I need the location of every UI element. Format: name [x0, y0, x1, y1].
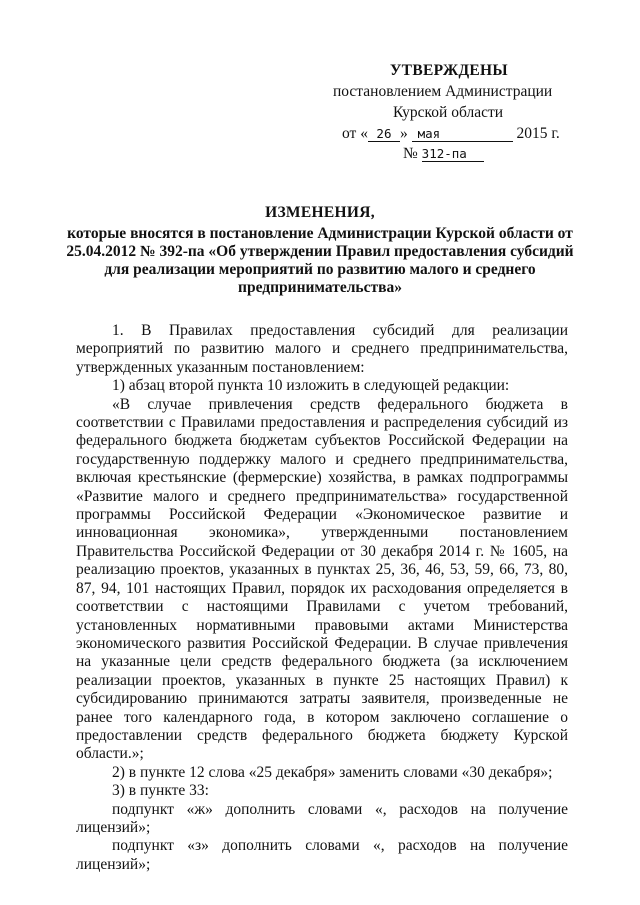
document-title: ИЗМЕНЕНИЯ,: [265, 204, 375, 221]
paragraph: 1) абзац второй пункта 10 изложить в следующей редакции:: [112, 377, 510, 395]
approval-number: [403, 143, 484, 164]
date-prefix: от «: [342, 125, 368, 142]
document-body: [76, 322, 568, 874]
paragraph: 1. В Правилах предоставления субсидий для реализации мероприятий по развитию малого и среднего предпринимательства, утвержденных указанным постановлением:: [76, 322, 568, 376]
approval-date: [342, 123, 560, 144]
document-subtitle: которые вносятся в постановление Администрации Курской области от 25.04.2012 № 392-па «Об утверждении Правил предоставления субсидий для реализации мероприятий по развитию малого и среднего предпринимательства»: [66, 225, 574, 296]
number-value: 312-па: [422, 146, 484, 162]
approval-title: УТВЕРЖДЕНЫ: [390, 62, 508, 79]
number-prefix: №: [403, 145, 418, 162]
date-mid: »: [399, 125, 408, 142]
paragraph: 2) в пункте 12 слова «25 декабря» заменить словами «30 декабря»;: [112, 763, 553, 781]
paragraph: «В случае привлечения средств федерального бюджета в соответствии с Правилами предоставления и распределения субсидий из федерального бюджета бюджетам субъектов Российской Федерации на государственную поддержку малого и среднего предпринимательства, включая крестьянские (фермерские) хозяйства, в рамках подпрограммы «Развитие малого и среднего предпринимательства» государственной программы Российской Федерации «Экономическое развитие и инновационная экономика», утвержденными постановлением Правительства Российской Федерации от 30 декабря 2014 г. № 1605, на реализацию проектов, указанных в пунктах 25, 36, 46, 53, 59, 66, 73, 80, 87, 94, 101 настоящих Правил, порядок их расходования определяется в соответствии с настоящими Правилами с учетом требований, установленных нормативными правовыми актами Министерства экономического развития Российской Федерации. В случае привлечения на указанные цели средств федерального бюджета (за исключением реализации проектов, указанных в пункте 25 настоящих Правил) к субсидированию принимаются затраты заявителя, произведенные не ранее того календарного года, в котором заключено соглашение о предоставлении средств федерального бюджета бюджету Курской области.»;: [76, 395, 568, 763]
paragraph: подпункт «ж» дополнить словами «, расходов на получение лицензий»;: [76, 800, 568, 836]
date-year: 2015 г.: [516, 125, 560, 142]
approval-line-2: Курской области: [393, 104, 504, 121]
date-month: мая: [412, 126, 513, 142]
approval-line-1: постановлением Администрации: [333, 83, 553, 100]
date-day: 26: [368, 126, 400, 142]
paragraph: подпункт «з» дополнить словами «, расходов на получение лицензий»;: [76, 837, 568, 873]
paragraph: 3) в пункте 33:: [112, 782, 209, 800]
title-block: [60, 204, 580, 297]
